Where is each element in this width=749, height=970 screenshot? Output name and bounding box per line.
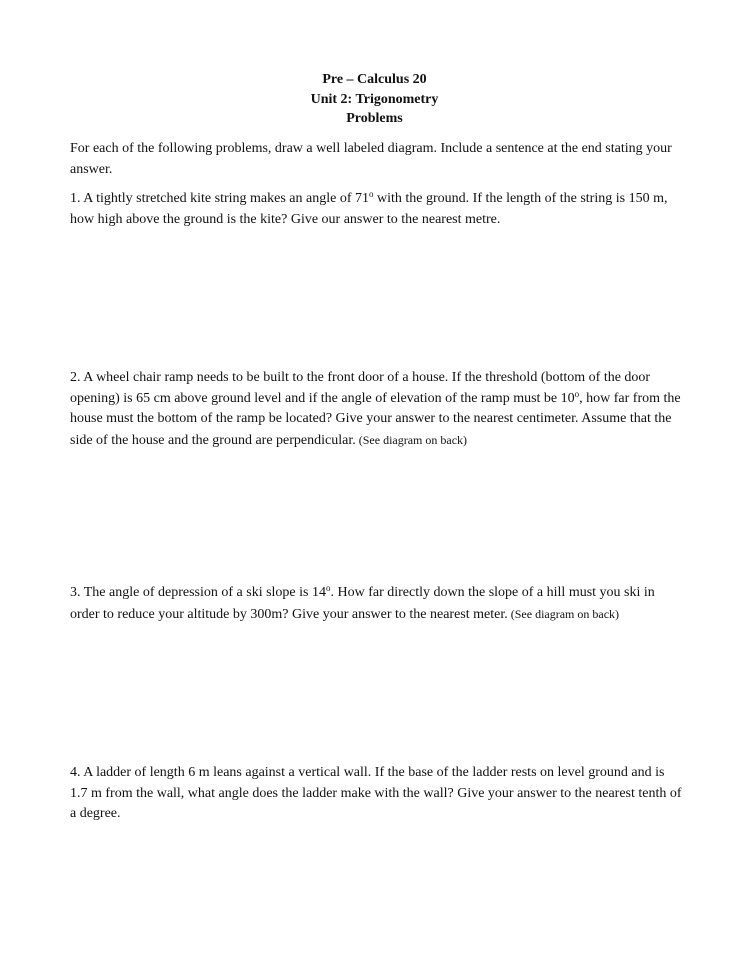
problem-3-text-b: . How far directly down the slope of a hill must you ski in order to reduce your altitude by 300m? Give your answer to the nearest meter. <box>70 585 655 622</box>
problem-2 <box>70 368 682 451</box>
problem-3-text-a: 3. The angle of depression of a ski slope is 14 <box>70 585 326 600</box>
problem-3-note: (See diagram on back) <box>507 606 620 621</box>
course-title: Pre – Calculus 20 <box>322 72 427 87</box>
degree-symbol: o <box>369 189 374 199</box>
problem-2-note: (See diagram on back) <box>355 432 468 447</box>
unit-title: Unit 2: Trigonometry <box>310 91 439 107</box>
problem-1 <box>70 189 682 230</box>
problem-4 <box>70 763 682 825</box>
problem-3 <box>70 583 682 625</box>
instructions: For each of the following problems, draw a well labeled diagram. Include a sentence at the end stating your answer. <box>70 141 672 177</box>
problem-2-text-a: 2. A wheel chair ramp needs to be built to the front door of a house. If the threshold (bottom of the door opening) is 65 cm above ground level and if the angle of elevation of the ramp must be 10 <box>70 370 651 406</box>
problem-1-text-a: 1. A tightly stretched kite string makes an angle of 71 <box>70 191 369 206</box>
problem-1-text-b: with the ground. If the length of the string is 150 m, how high above the ground is the kite? Give our answer to the nearest metre. <box>70 191 668 227</box>
page-title: Problems <box>346 111 403 126</box>
problem-2-text-b: , how far from the house must the bottom of the ramp be located? Give your answer to the nearest centimeter. Assume that the side of the house and the ground are perpendicular. <box>70 390 681 448</box>
degree-symbol: o <box>325 583 331 593</box>
document-header <box>0 70 749 129</box>
problem-4-text: 4. A ladder of length 6 m leans against a vertical wall. If the base of the ladder rests on level ground and is 1.7 m from the wall, what angle does the ladder make with the wall? Give your answer to the nearest tenth of a degree. <box>70 765 682 821</box>
degree-symbol: o <box>574 388 580 399</box>
